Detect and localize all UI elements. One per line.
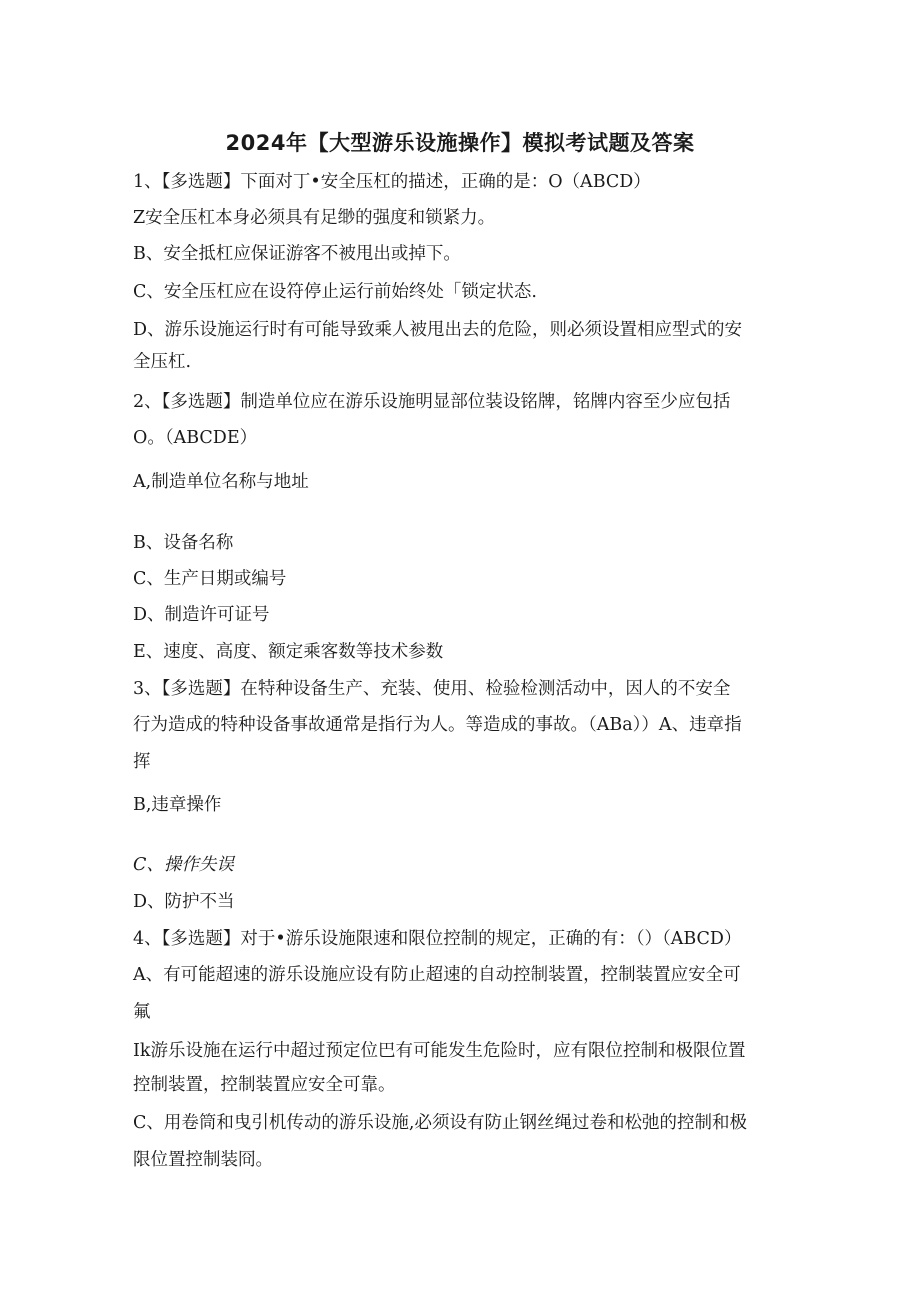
- question-1-option-d: D、游乐设施运行时有可能导致乘人被甩出去的危险，则必须设置相应型式的安: [133, 320, 743, 340]
- question-2-stem-cont: O。（ABCDE）: [133, 428, 258, 448]
- question-2-option-b: B、设备名称: [133, 533, 234, 553]
- question-2-option-a: A,制造单位名称与地址: [133, 472, 309, 492]
- question-3-stem: 3、【多选题】在特种设备生产、充装、使用、检验检测活动中，因人的不安全: [133, 679, 731, 699]
- question-3-stem-cont: 行为造成的特种设备事故通常是指行为人。等造成的事故。（ABa））A、违章指: [133, 715, 742, 735]
- question-2-option-e: E、速度、高度、额定乘客数等技术参数: [133, 642, 444, 662]
- question-4-stem: 4、【多选题】对于•游乐设施限速和限位控制的规定，正确的有：（）（ABCD）: [133, 929, 742, 949]
- question-4-option-b-cont: 控制装置，控制装置应安全可靠。: [133, 1075, 396, 1095]
- question-3-option-d: D、防护不当: [133, 892, 235, 912]
- question-4-option-c-cont: 限位置控制装冏。: [133, 1150, 273, 1170]
- question-4-option-a: A、有可能超速的游乐设施应设有防止超速的自动控制装置，控制装置应安全可: [133, 965, 741, 985]
- question-2-stem: 2、【多选题】制造单位应在游乐设施明显部位装设铭牌，铭牌内容至少应包括: [133, 392, 731, 412]
- question-1-stem: 1、【多选题】下面对丁•安全压杠的描述，正确的是：O（ABCD）: [133, 172, 651, 192]
- question-2-option-c: C、生产日期或编号: [133, 569, 287, 589]
- question-3-option-b: B,违章操作: [133, 795, 222, 815]
- question-1-option-c: C、安全压杠应在设符停止运行前始终处「锁定状态.: [133, 282, 537, 302]
- question-4-option-c: C、用卷筒和曳引机传动的游乐设施,必须设有防止钢丝绳过卷和松弛的控制和极: [133, 1113, 747, 1133]
- question-1-option-d-cont: 全压杠.: [133, 352, 192, 372]
- question-3-option-a-cont: 挥: [133, 752, 151, 772]
- question-1-option-b: B、安全抵杠应保证游客不被甩出或掉下。: [133, 244, 461, 264]
- question-4-option-b: Ik游乐设施在运行中超过预定位巴有可能发生危险时，应有限位控制和极限位置: [133, 1041, 746, 1061]
- question-2-option-d: D、制造许可证号: [133, 605, 270, 625]
- question-3-option-c: C、操作失误: [133, 855, 234, 875]
- question-4-option-a-cont: 氟: [133, 1002, 151, 1022]
- page-title: 2024年【大型游乐设施操作】模拟考试题及答案: [225, 131, 695, 155]
- question-1-option-a: Z安全压杠本身必须具有足缈的强度和锁紧力。: [133, 208, 496, 228]
